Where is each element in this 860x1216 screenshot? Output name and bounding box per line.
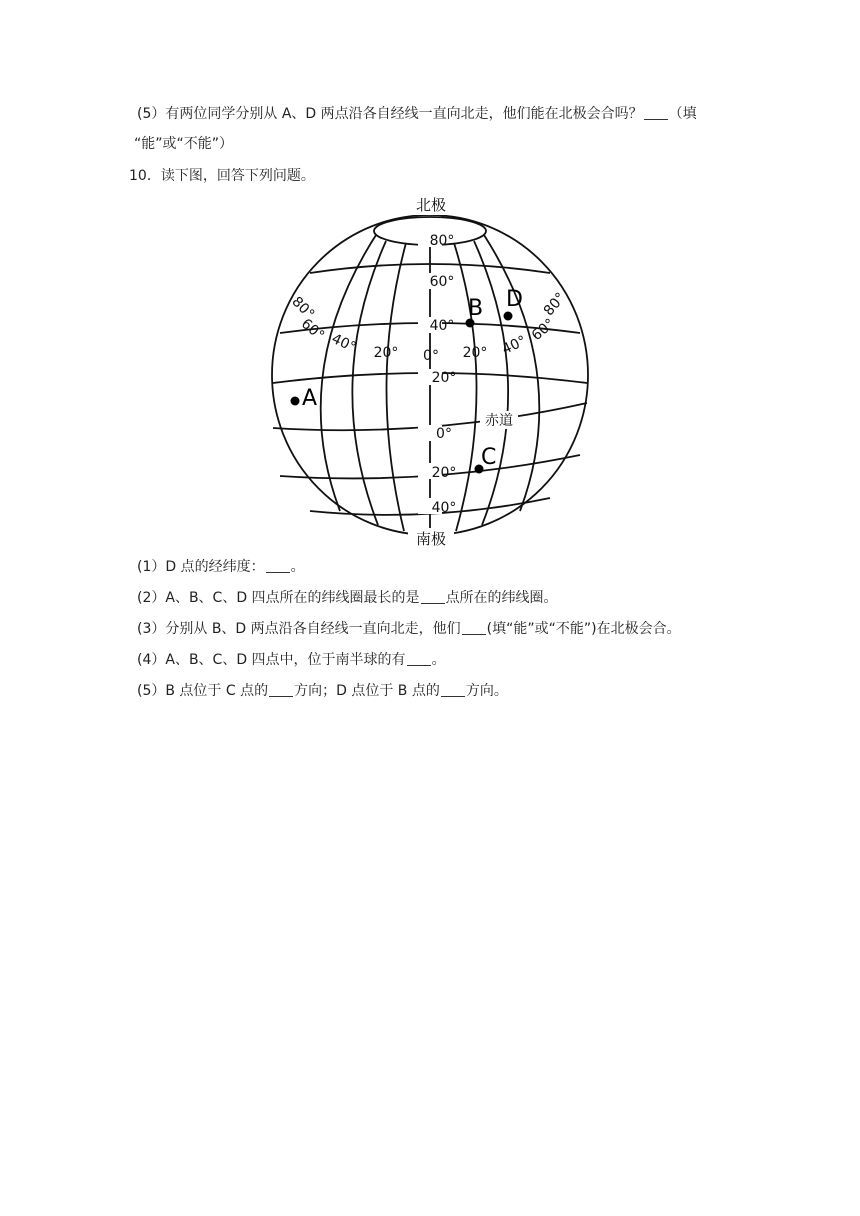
question9-item5-continued: “能”或“不能”） xyxy=(134,136,234,152)
equator-label: 赤道 xyxy=(485,413,513,429)
point-c-label: C xyxy=(481,445,497,470)
lon-label-0: 0° xyxy=(423,348,439,364)
meridian-60w xyxy=(321,235,376,511)
answer-blank[interactable] xyxy=(266,558,290,573)
q10-item5 xyxy=(137,681,508,701)
point-a-label: A xyxy=(302,386,318,411)
lon-label-80w: 80° xyxy=(288,293,318,323)
north-pole-label: 北极 xyxy=(415,196,447,214)
lon-label-60e: 60° xyxy=(528,315,559,345)
lat-label-0: 0° xyxy=(436,426,452,442)
lon-label-80e: 80° xyxy=(540,289,570,320)
lat-label-40: 40° xyxy=(429,318,455,334)
lon-label-60w: 60° xyxy=(297,315,328,345)
question10-stem: 10．读下图，回答下列问题。 xyxy=(129,168,315,184)
q10-item3 xyxy=(137,619,681,639)
answer-blank[interactable] xyxy=(407,651,431,666)
q10-item1-tail: 。 xyxy=(290,559,305,575)
q10-item5-text: (5）B 点位于 C 点的 xyxy=(137,683,269,699)
lat-label-60: 60° xyxy=(429,274,455,290)
lat-label-40s: 40° xyxy=(431,500,457,516)
point-b-label: B xyxy=(468,296,484,321)
lat-label-20s: 20° xyxy=(431,465,457,481)
q10-item4 xyxy=(137,650,446,670)
answer-blank[interactable] xyxy=(441,682,465,697)
lon-label-20e: 20° xyxy=(462,345,488,361)
lon-label-20w: 20° xyxy=(373,345,399,361)
answer-blank[interactable] xyxy=(644,105,668,120)
answer-blank[interactable] xyxy=(269,682,293,697)
q10-item5-tail: 方向。 xyxy=(465,683,508,699)
meridian-40e xyxy=(474,241,508,525)
q10-item3-text: (3）分别从 B、D 两点沿各自经线一直向北走，他们 xyxy=(137,621,461,637)
globe-figure xyxy=(268,193,592,551)
q10-item4-tail: 。 xyxy=(431,652,446,668)
meridian-40w xyxy=(352,241,386,525)
south-pole-label: 南极 xyxy=(415,530,447,548)
q9-item5-text: (5）有两位同学分别从 A、D 两点沿各自经线一直向北走，他们能在北极会合吗？ xyxy=(137,106,643,122)
q10-item3-tail: (填“能”或“不能”)在北极会合。 xyxy=(486,621,681,637)
q10-item1 xyxy=(137,557,305,577)
point-a-marker xyxy=(291,397,300,406)
q10-item4-text: (4）A、B、C、D 四点中，位于南半球的有 xyxy=(137,652,406,668)
lat-label-20: 20° xyxy=(431,370,457,386)
q10-item1-text: (1）D 点的经纬度： xyxy=(137,559,265,575)
lat-label-80: 80° xyxy=(429,233,455,249)
point-c-marker xyxy=(504,312,513,321)
q9-item5-text-tail: （填 xyxy=(668,106,697,122)
q10-item5-middle: 方向；D 点位于 B 点的 xyxy=(294,683,440,699)
question9-item5 xyxy=(137,104,697,124)
point-d-label: D xyxy=(506,287,523,312)
globe-diagram xyxy=(268,193,592,551)
answer-blank[interactable] xyxy=(462,620,486,635)
meridian-20e xyxy=(454,243,477,531)
meridian-20w xyxy=(386,243,406,531)
q10-item2-tail: 点所在的纬线圈。 xyxy=(445,590,558,606)
answer-blank[interactable] xyxy=(421,589,445,604)
q10-item2 xyxy=(137,588,558,608)
lon-label-40e: 40° xyxy=(499,332,529,358)
lon-label-40w: 40° xyxy=(329,330,359,356)
q10-item2-text: (2）A、B、C、D 四点所在的纬线圈最长的是 xyxy=(137,590,420,606)
